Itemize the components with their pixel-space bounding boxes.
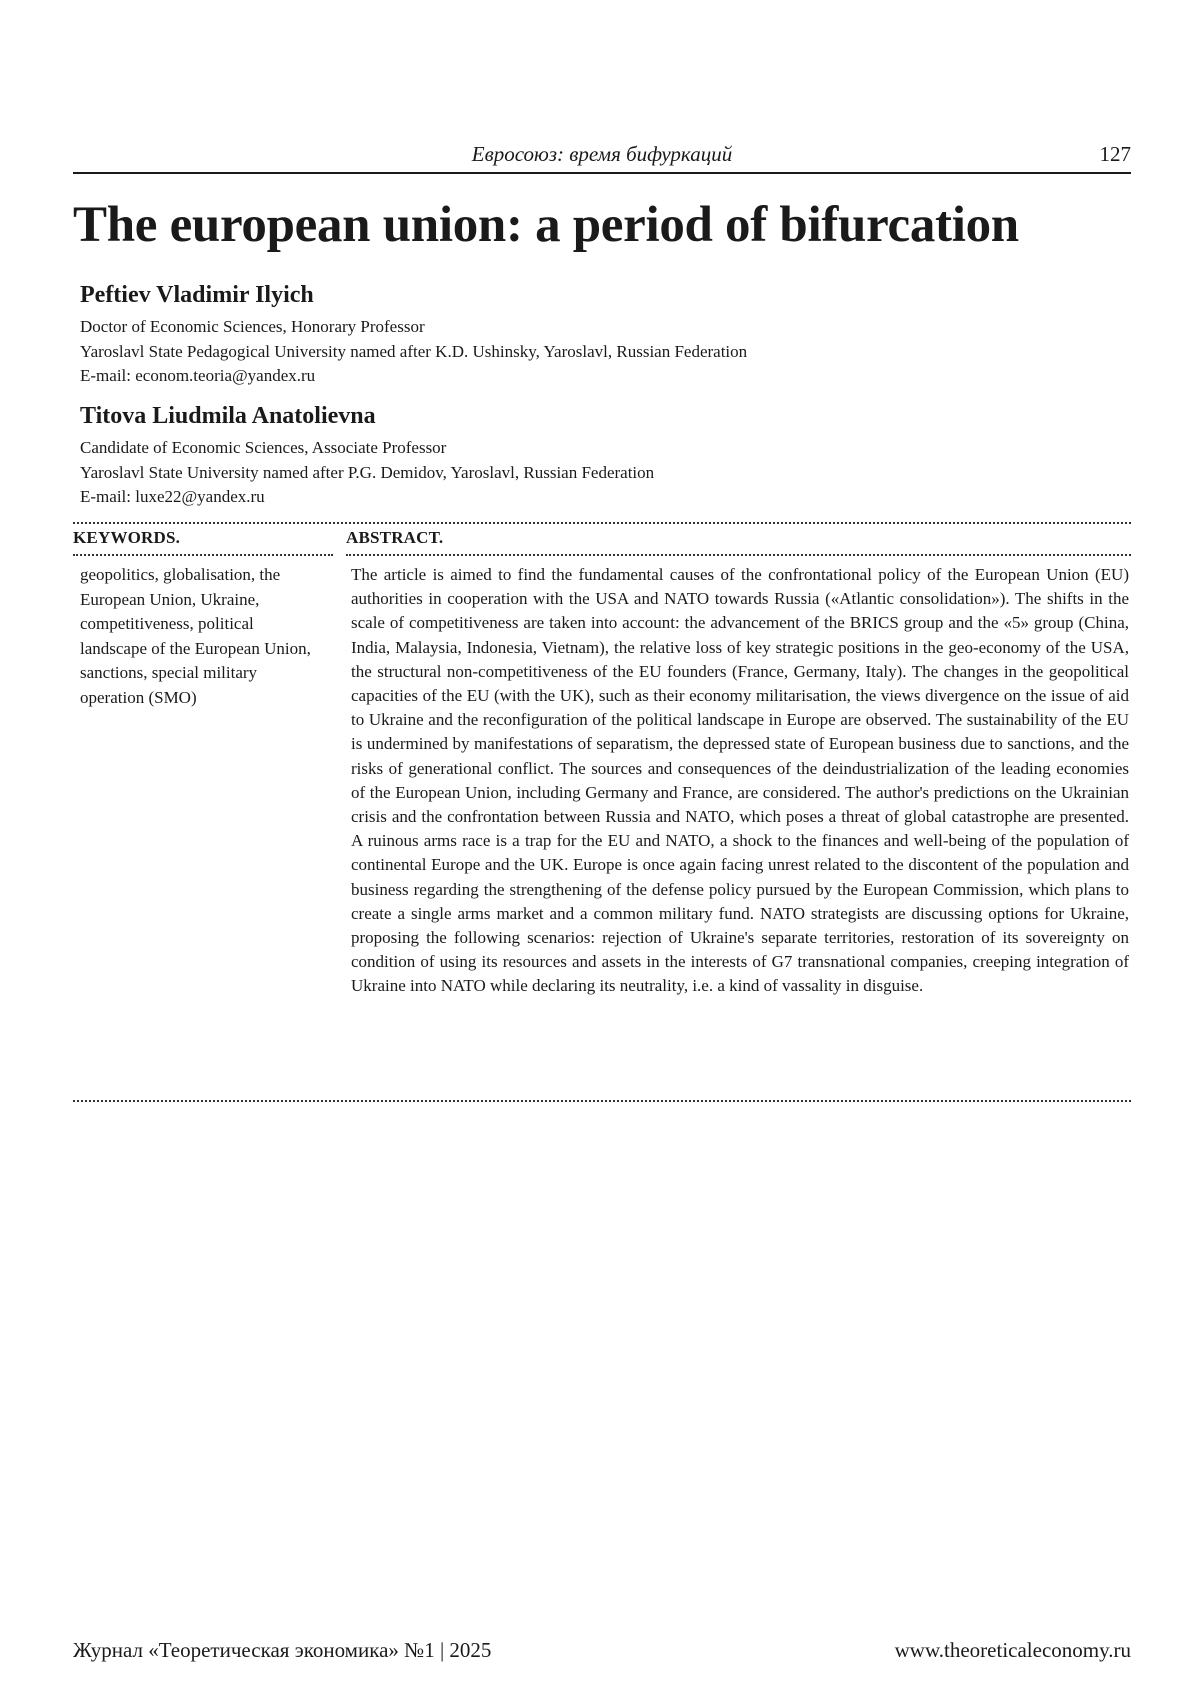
author-degree: Doctor of Economic Sciences, Honorary Professor [80, 315, 1080, 340]
author-email[interactable]: E-mail: luxe22@yandex.ru [80, 485, 1080, 510]
author-email[interactable]: E-mail: econom.teoria@yandex.ru [80, 364, 1080, 389]
running-title: Евросоюз: время бифуркаций [73, 142, 1131, 167]
website-link[interactable]: www.theoreticaleconomy.ru [895, 1638, 1131, 1663]
dotted-divider [73, 1100, 1131, 1102]
abstract-heading: ABSTRACT. [346, 528, 443, 548]
author-name: Peftiev Vladimir Ilyich [80, 281, 1080, 309]
author-degree: Candidate of Economic Sciences, Associate Professor [80, 436, 1080, 461]
page-number: 127 [1100, 142, 1132, 167]
author-affiliation: Yaroslavl State Pedagogical University named after K.D. Ushinsky, Yaroslavl, Russian Federation [80, 340, 1080, 365]
author-affiliation: Yaroslavl State University named after P.G. Demidov, Yaroslavl, Russian Federation [80, 461, 1080, 486]
dotted-divider [346, 554, 1131, 556]
page [73, 0, 1131, 1697]
author-block [80, 402, 1080, 510]
article-title: The european union: a period of bifurcation [73, 196, 1019, 254]
running-header [73, 140, 1131, 174]
author-block [80, 281, 1080, 389]
dotted-divider [73, 554, 333, 556]
keywords-text: geopolitics, globalisation, the European Union, Ukraine, competitiveness, political landscape of the European Union, sanctions, special military operation (SMO) [80, 563, 320, 710]
journal-name: Журнал «Теоретическая экономика» №1 | 2025 [73, 1638, 491, 1663]
dotted-divider [73, 522, 1131, 524]
author-name: Titova Liudmila Anatolievna [80, 402, 1080, 430]
abstract-text: The article is aimed to find the fundamental causes of the confrontational policy of the European Union (EU) authorities in cooperation with the USA and NATO towards Russia («Atlantic consolidation»). The shifts in the scale of competitiveness are taken into account: the advancement of the BRICS group and the «5» group (China, India, Malaysia, Indonesia, Vietnam), the relative loss of key strategic positions in the geo-economy of the USA, the structural non-competitiveness of the EU founders (France, Germany, Italy). The changes in the geopolitical capacities of the EU (with the UK), such as their economy militarisation, the views divergence on the issue of aid to Ukraine and the reconfiguration of the political landscape in Europe are observed. The sustainability of the EU is undermined by manifestations of separatism, the depressed state of European business due to sanctions, and the risks of generational conflict. The sources and consequences of the deindustrialization of the leading economies of the European Union, including Germany and France, are considered. The author's predictions on the Ukrainian crisis and the confrontation between Russia and NATO, which poses a threat of global catastrophe are presented. A ruinous arms race is a trap for the EU and NATO, a shock to the finances and well-being of the population of continental Europe and the UK. Europe is once again facing unrest related to the discontent of the population and business regarding the strengthening of the defense policy pursued by the European Commission, which plans to create a single arms market and a common military fund. NATO strategists are discussing options for Ukraine, proposing the following scenarios: rejection of Ukraine's separate territories, restoration of its sovereignty on condition of using its resources and assets in the interests of G7 transnational companies, creeping integration of Ukraine into NATO while declaring its neutrality, i.e. a kind of vassality in disguise. [351, 563, 1129, 999]
keywords-heading: KEYWORDS. [73, 528, 180, 548]
